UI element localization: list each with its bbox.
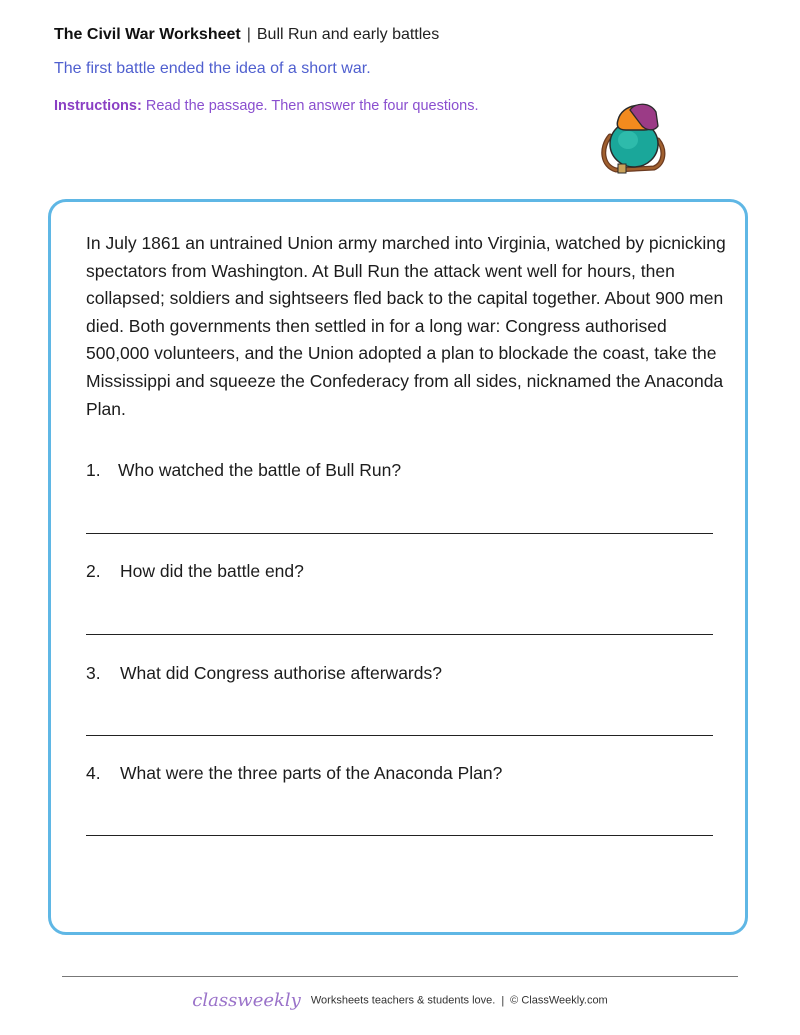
answer-line-1[interactable] (86, 533, 713, 534)
question-number: 3. (86, 663, 101, 683)
worksheet-subtitle: Bull Run and early battles (256, 26, 440, 43)
footer-copyright: © ClassWeekly.com (510, 994, 608, 1007)
worksheet-tagline: The first battle ended the idea of a short war. (54, 60, 371, 77)
brand-logo: classweekly (192, 990, 301, 1011)
question-text: What were the three parts of the Anaconda Plan? (120, 763, 503, 783)
answer-line-2[interactable] (86, 634, 713, 635)
question-4 (86, 763, 502, 784)
instructions-label: Instructions: (54, 98, 142, 114)
footer-separator: | (501, 994, 505, 1007)
question-text: Who watched the battle of Bull Run? (118, 460, 402, 480)
footer-divider (62, 976, 738, 977)
footer-tagline: Worksheets teachers & students love. (310, 994, 496, 1007)
question-number: 4. (86, 763, 101, 783)
answer-line-3[interactable] (86, 735, 713, 736)
question-1 (86, 460, 401, 481)
question-number: 1. (86, 460, 101, 480)
question-text: How did the battle end? (120, 561, 304, 581)
instructions-text: Read the passage. Then answer the four questions. (145, 98, 479, 114)
reading-passage: In July 1861 an untrained Union army marched into Virginia, watched by picnicking spectators from Washington. At Bull Run the attack went well for hours, then collapsed; soldiers and sightseers fled back to the capital together. About 900 men died. Both governments then settled in for a long war: Congress authorised 500,000 volunteers, and the Union adopted a plan to blockade the coast, take the Mississippi and squeeze the Confederacy from all sides, nicknamed the Anaconda Plan. (86, 233, 726, 419)
worksheet-title: The Civil War Worksheet (54, 26, 241, 43)
question-2 (86, 561, 304, 582)
instructions (54, 98, 479, 114)
canteen-icon (596, 96, 668, 178)
question-number: 2. (86, 561, 101, 581)
header-separator: | (246, 26, 251, 43)
question-text: What did Congress authorise afterwards? (120, 663, 442, 683)
worksheet-header (54, 26, 439, 44)
footer (0, 990, 800, 1011)
answer-line-4[interactable] (86, 835, 713, 836)
question-3 (86, 663, 442, 684)
